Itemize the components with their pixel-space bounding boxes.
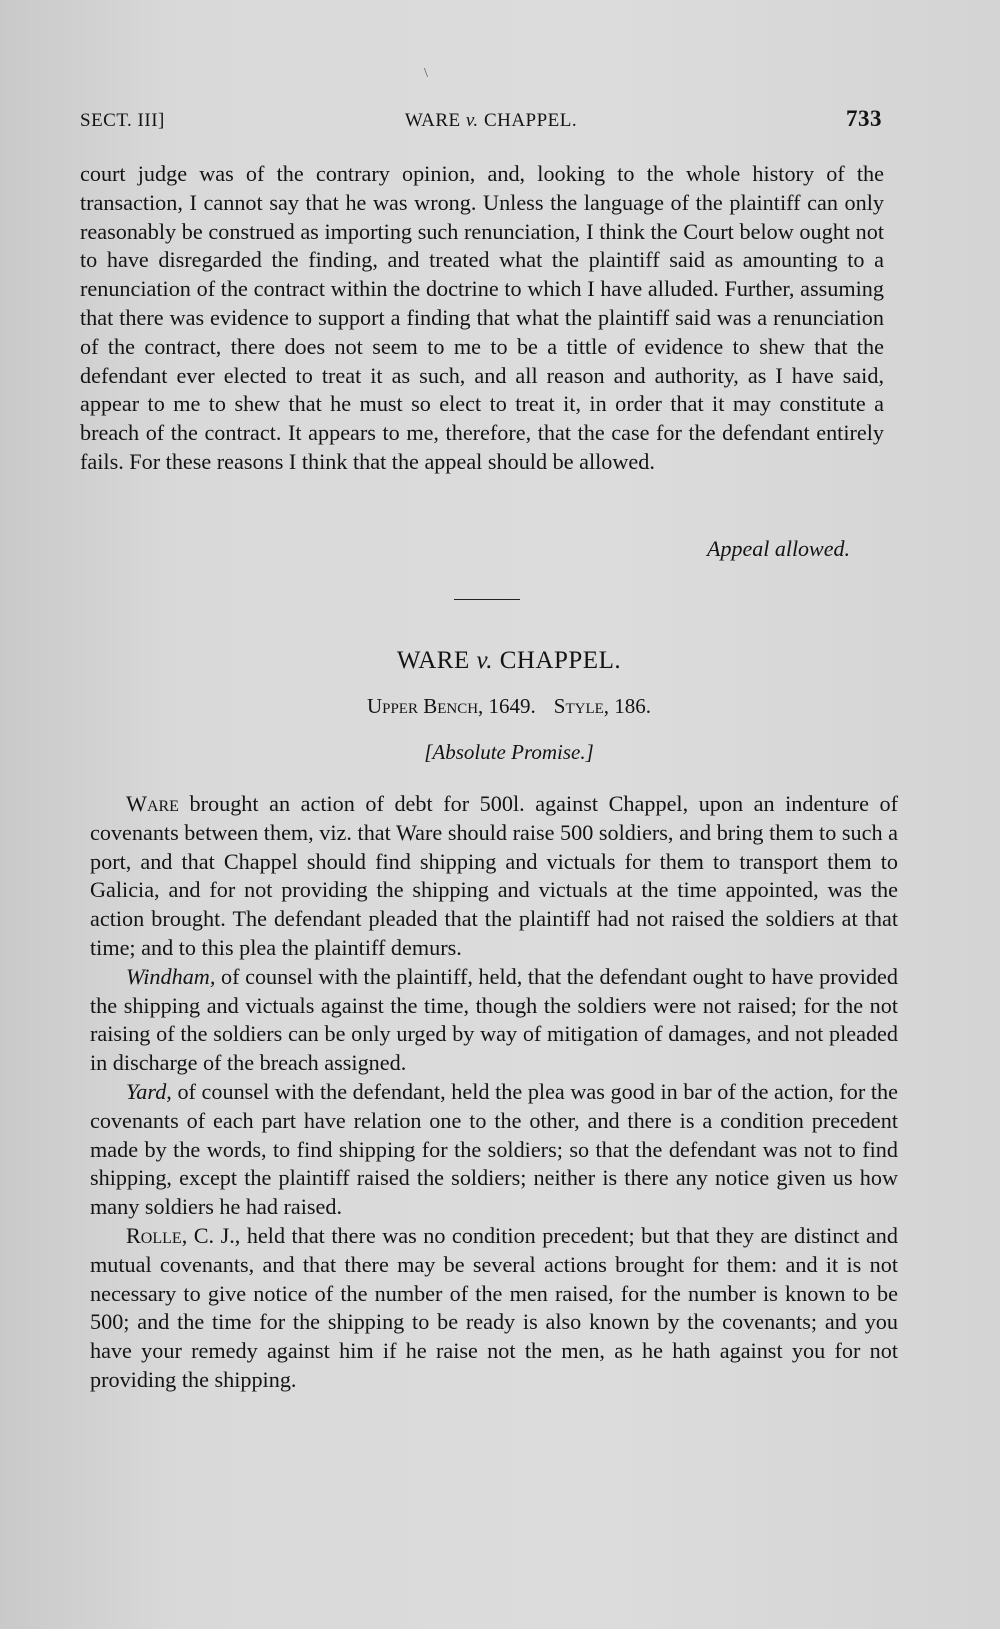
running-title-prefix: WARE [404, 110, 466, 131]
party-name-ware: Ware [126, 791, 179, 816]
appeal-result: Appeal allowed. [707, 536, 850, 561]
paragraph-facts-text: brought an action of debt for 500l. against Chappel, upon an indenture of covenants between them, viz. that Ware should raise 500 soldiers, and bring them to such a port, and that Chappel should find shipping and victuals for them to transport them to Galicia, and for not providing the shipping and victuals at the time appointed, was the action brought. The defendant pleaded that the plaintiff had not raised the soldiers at that time; and to this plea the plaintiff demurs. [90, 791, 898, 960]
paragraph-yard-text: of counsel with the defendant, held the plea was good in bar of the action, for the covenants of each part have relation one to the other, and there is a condition precedent made by the words, to find shipping for the soldiers; so that the defendant was not to find shipping, except the plaintiff raised the soldiers; neither is there any notice given us how many soldiers he had raised. [90, 1078, 898, 1220]
running-title-v: v. [465, 110, 479, 131]
case-title-prefix: WARE [396, 647, 477, 674]
judge-name-rolle: Rolle [126, 1222, 182, 1248]
court-name: Upper Bench, 1649. [366, 694, 536, 718]
section-label: SECT. III] [80, 110, 165, 131]
case-body [90, 790, 898, 1395]
paragraph-windham [90, 963, 898, 1078]
paragraph-rolle [90, 1222, 898, 1395]
paragraph-rolle-text: , C. J., held that there was no condition precedent; but that they are distinct and mutual covenants, and that there may be several actions brought for them: and it is not necessary to give notice of the number of the men raised, for the number is known to be 500; and the time for the shipping to be ready is also known by the covenants; and you have your remedy against him if he raise not the men, as he hath against you for not providing the shipping. [90, 1222, 898, 1392]
continued-paragraph: court judge was of the contrary opinion, and, looking to the whole history of the transaction, I cannot say that he was wrong. Unless the language of the plaintiff can only reasonably be construed as importing such renunciation, I think the Court below ought not to have disregarded the finding, and treated what the plaintiff said as amounting to a renunciation of the contract within the doctrine to which I have alluded. Further, assuming that there was evidence to support a finding that what the plaintiff said was a renunciation of the contract, there does not seem to me to be a tittle of evidence to shew that the defendant ever elected to treat it as such, and all reason and authority, as I have said, appear to me to shew that he must so elect to treat it, in order that it may constitute a breach of the contract. It appears to me, therefore, that the case for the defendant entirely fails. For these reasons I think that the appeal should be allowed. [80, 161, 884, 474]
case-title-suffix: CHAPPEL. [492, 647, 622, 674]
stray-mark: \ [424, 66, 428, 81]
court-citation [0, 694, 1000, 719]
running-head [80, 104, 882, 136]
running-title [80, 110, 882, 132]
paragraph-yard [90, 1078, 898, 1222]
page-number: 733 [846, 106, 882, 131]
running-title-suffix: CHAPPEL. [478, 110, 578, 131]
counsel-name-windham: Windham, [126, 963, 216, 989]
counsel-name-yard: Yard, [126, 1078, 172, 1104]
paragraph-windham-text: of counsel with the plaintiff, held, that the defendant ought to have provided the shipping and victuals against the time, though the soldiers were not raised; for the not raising of the soldiers can be only urged by way of mitigation of damages, and not pleaded in discharge of the breach assigned. [90, 963, 898, 1076]
report-citation: Style, 186. [553, 694, 652, 718]
case-title-v: v. [476, 647, 493, 674]
continued-judgment-text [80, 160, 884, 477]
case-subject: [Absolute Promise.] [424, 740, 594, 764]
section-divider [454, 599, 520, 600]
case-title [0, 647, 1000, 675]
paragraph-facts [90, 790, 898, 963]
